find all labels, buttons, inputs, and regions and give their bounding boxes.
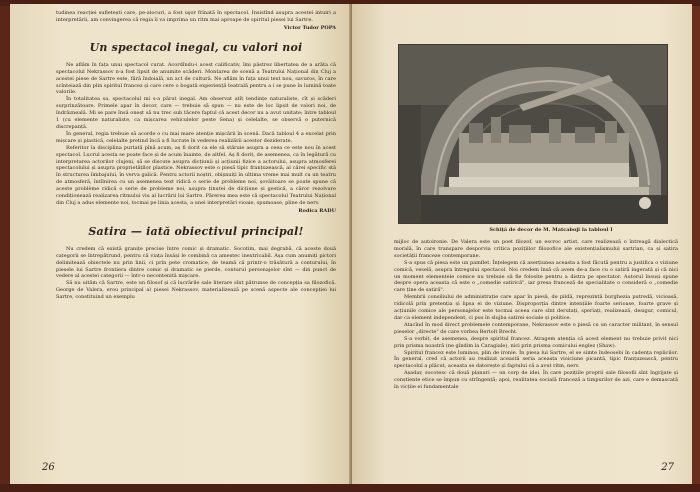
paragraph: Așadar, socotesc că două planuri — un corp de idei. În care pozițiile proprii sale filosofii sînt îngrijate și conștiente etice se împun cu strîngență; apoi, realitatea socială franceză a timpurilor de azi, care e demascată în vicțiie ei fundamentale (394, 370, 678, 391)
signature-radu: Rodica RADU (298, 207, 336, 214)
right-page-text (394, 239, 678, 391)
paragraph: Atacînd în mod direct problemele contemporane, Nekrassov este o piesă cu un caracter militant, în sensul pieselor „directe" de care vorbea Bertolt Brecht. (394, 321, 678, 335)
paragraph: Referitor la disciplina purtată pînă acum, aș fi dorit ca ele să stăruie asupra a ceea ce este nou în acest spectacol. Lucrul acesta se poate face și de acum înainte, de altfel. Aș fi dorit, de asemenea, ca în legătură cu interpretarea actorilor clujeni, să se discute asupra dicțiunii și acțiunii fizice a actorului, asupra atmosferei spectacolului și asupra proprietăților plastice. Nekrassov este o piesă tipic franțuzească, al cărei specific stă în structurea limbajului, în verva galică. Pentru actorii noștri, obișnuiți în ultima vreme mai mult cu un teatru de atmosferă, întîlnirea cu un asemenea text ridică o serie de probleme noi, șovăitoare se poate spune că aceste problème ridică o serie de probleme noi, asupra ținutei de dicțiune și gestică, a căror rezolvare condiționează realizarea ritmului viu al lucrării lui Sartre. Părerea mea este că spectacolul Teatrului Național din Cluj a adus elemente noi, tocmai pe linia acesta, a unei interpretări vioaie, spumoase, pline de nerv. (56, 144, 336, 206)
paragraph: Să nu uităm că Sartre, este un filosof și că lucrările sale literare sînt pătrunse de concepția sa filozofică. George de Valera, erou principal al piesei Nekrassov, materializează pe scenă aspecte ale concepției lui Sartre, constituind un exemplu (56, 280, 336, 301)
book-cover-edge (0, 0, 10, 492)
stage-set-photo (398, 44, 668, 224)
paragraph: În totalitatea sa, spectacolul mi s-a părut inegal. Am observat atît tendințe naturaliste, cît și scăderi surprinzătoare. Primele apar în decor, care — trebuie să spun — nu este de loc lipsit de valori noi, de îndrăzneală. Mi se pare însă oneșt să nu trec sub tăcere faptul că acest decor nu a avut unitate; între tabloul 1 (cu elemente naturaliste, ca mișcarea vehiculelor peste Sena) și celelalte, se observă o puternică discrepanță. (56, 96, 336, 130)
heading-spectacol-inegal: Un spectacol inegal, cu valori noi (89, 40, 303, 54)
book-cover-bottom (0, 484, 700, 492)
paragraph: Spiritul francez este luminos, plin de ironie. În piesa lui Sartre, el se simte îndeosebi în cadența replicilor. În general, cred că actorii au realizat această seria aceasta vioiciune picantă, tipic franțuzească, pentru spectacolul a plăcut, aceasta se datorește și faptului că a avut ritm, nerv. (394, 349, 678, 370)
paragraph: Nu credem că există granițe precise între comic și dramatic. Socotim, mai degrabă, că aceste două categorii se întrepătrund, pentru că viața însăși le combină ca amestec inextricabil. Așa cum anumiți pictori delimitează obiectele nu prin linii, ci prin pete cromatice, de teamă că printr-o trăsătură a conturului, în piesele lui Sartre frontiera dintre comic și dramatic se pierde, conturul personajelor sînt — din punct de vedere al acestei categorii — într-o necontenită mișcare. (56, 245, 336, 280)
photo-caption: Schiță de decor de M. Matcaboji la tabloul I (489, 227, 613, 233)
page-number-left: 26 (42, 462, 55, 473)
heading-satira: Satira — iată obiectivul principal! (88, 224, 304, 238)
paragraph: mijloc de autoironie. De Valera este un poet filozof, un escroc artist, care realizează o întreagă dialectică morală, în care transpare desporvia critica pozițiilor filozofice ale existențialismului sartrian, ca și satira societății franceze contemporane. (394, 239, 678, 259)
paragraph: Ne aflăm în fața unui spectacol curat. Acordîndu-i acest calificativ, îmi păstrez libertatea de a arăta că spectacolul Nekrassov n-a fost lipsit de anumite scăderi. Montarea de scenă a Teatrului Național din Cluj a acestei piese de Sartre este, fără îndoială, un act de cultură. Ne aflăm în fața unui text nou, savuros, în care scînteiază din plin spiritul francez și care cere o bogată experiență teatrală pentru a i se pune în lumină toate valorile. (56, 61, 336, 96)
intro-paragraph: tudinea reacției sufletești care, pe-alocuri, a fost uşor frînată în spectacol. Insistînd asupra acestei intuiri a interpretării, am convingerea că regia îi va imprima un ritm mai aproape de spiritul piesei lui Sartre. (56, 10, 336, 23)
paragraph: S-a spus că piesa este un pamflet. Înțelegem că aserțiunea aceasta a fost făcută pentru a justifica o viziune comică, veselă, asupra întregului spectacol. Noi credem însă că avem de-a face cu o satiră ingerată și că nici un moment elementele comice nu trebuie să fie folosite pentru a distra pe spectator. Autorul însuși spune despre opera aceasta că este o „comedie satirică", iar presa franceză de specialitate o consideră o „comedie care ține de satiră". (394, 259, 678, 294)
paragraph: În general, regia trebuie să acorde o cu mai mare atenție mișcării în scenă. Dacă tabloul 4 a excelat prin mișcare și plastică, celelalte pretind încă a fi lucrate în vederea realizării acestor deziderate. (56, 130, 336, 144)
page-number-right: 27 (661, 462, 674, 473)
stage-set-sketch-image (399, 45, 667, 223)
right-page (352, 4, 692, 484)
paragraph: Membrii consiliului de administrație care apar în piesă, de pildă, reprezintă burghezia putredă, vicioasă, ridicolă prin pretenția și lipsa ei de viziune. Disproporția dintre intențiile foarte serioase, foarte grave și acțiunile comice ale personajelor este tocmai aceea care sînt derutați, speriați, realizează, desigur, comicul, dar ca element independent, ci pus în slujba satirei sociale și politice. (394, 294, 678, 321)
signature-popa: Victor Tudor POPA (283, 24, 336, 31)
paragraph: S-a vorbit, de asemenea, despre spiritul francez. Atragem atenția că acest element nu trebuie privit nici prin prisma noastră (ne gîndim la Caragiale), nici prin prisma comicului englez (Shaw). (394, 335, 678, 349)
left-page (10, 4, 352, 484)
